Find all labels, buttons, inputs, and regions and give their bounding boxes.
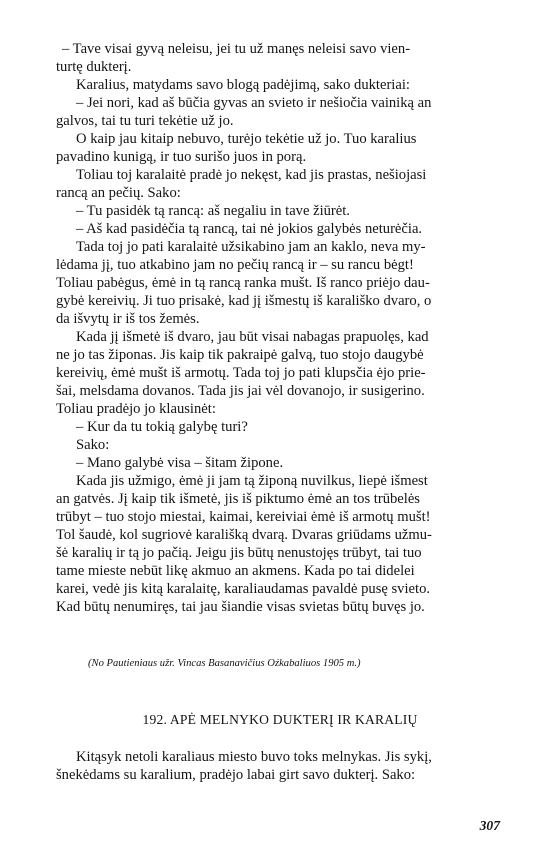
text-line: šai, melsdama dovanos. Tada jis jai vėl dovanojo, ir susigerino. (56, 383, 425, 399)
text-line: gybė kereivių. Ji tuo prisakė, kad jį išmestų iš karališko dvaro, o (56, 293, 432, 309)
text-line: da išvytų ir iš tos žemės. (56, 311, 200, 327)
text-line: Kitąsyk netoli karaliaus miesto buvo toks melnykas. Jis sykį, (76, 749, 432, 765)
text-line: – Jei nori, kad aš būčia gyvas an svieto ir nešiočia vainiką an (76, 95, 432, 111)
text-line: – Tave visai gyvą neleisu, jei tu už manęs neleisi savo vien- (62, 41, 411, 57)
text-line: ne jo tas žiponas. Jis kaip tik pakraipė galvą, tuo stojo daugybė (56, 347, 424, 363)
text-line: Toliau toj karalaitė pradė jo nekęst, kad jis prastas, nešiojasi (76, 167, 427, 183)
text-line: – Kur da tu tokią galybę turi? (76, 419, 248, 435)
page-number: 307 (479, 818, 500, 833)
text-line: Toliau pradėjo jo klausinėt: (56, 401, 216, 417)
text-line: kereivių, ėmė mušt iš armotų. Tada toj jo pati klupsčia ėjo prie- (56, 365, 426, 381)
text-line: Sako: (76, 437, 110, 453)
text-line: Tada toj jo pati karalaitė užsikabino jam an kaklo, neva my- (76, 239, 426, 255)
text-line: turtę dukterį. (56, 59, 132, 75)
text-line: Kad būtų nenumiręs, tai jau šiandie visas svietas būtų buvęs jo. (56, 599, 425, 615)
text-line: an gatvės. Jį kaip tik išmetė, jis iš piktumo ėmė an tos trūbelės (56, 491, 420, 507)
text-line: lėdama jį, tuo atkabino jam no pečių rancą ir – su rancu bėgt! (56, 257, 414, 273)
text-line: šė karalių ir tą jo pačią. Jeigu jis būtų nenustojęs trūbyt, tai tuo (56, 545, 422, 561)
text-line: rancą an pečių. Sako: (56, 185, 181, 201)
text-line: Kada jį išmetė iš dvaro, jau būt visai nabagas prapuolęs, kad (76, 329, 429, 345)
text-line: – Aš kad pasidėčia tą rancą, tai nė jokios galybės neturėčia. (76, 221, 423, 237)
text-line: O kaip jau kitaip nebuvo, turėjo tekėtie už jo. Tuo karalius (76, 131, 417, 147)
text-line: Karalius, matydams savo blogą padėjimą, sako dukteriai: (76, 77, 410, 93)
section-heading: 192. APĖ MELNYKO DUKTERĮ IR KARALIŲ (142, 712, 418, 727)
text-line: karei, vedė jis kitą karalaitę, karaliaudamas pavaldė pusę svieto. (56, 581, 431, 597)
text-line: – Mano galybė visa – šitam žipone. (76, 455, 284, 471)
text-line: – Tu pasidėk tą rancą: aš negaliu in tave žiūrėt. (76, 203, 350, 219)
text-line: pavadino kunigą, ir tuo surišo juos in porą. (56, 149, 307, 165)
text-line: Toliau pabėgus, ėmė in tą rancą ranka mušt. Iš ranco priėjo dau- (56, 275, 430, 291)
text-line: trūbyt – tuo stojo miestai, kaimai, kereiviai ėmė iš armotų mušt! (56, 509, 431, 525)
text-line: galvos, tai tu turi tekėtie už jo. (56, 113, 234, 129)
text-line: šnekėdams su karalium, pradėjo labai girt savo dukterį. Sako: (56, 767, 416, 783)
text-line: Kada jis užmigo, ėmė ji jam tą žiponą nuvilkus, liepė išmest (76, 473, 428, 489)
source-note: (No Pautieniaus užr. Vincas Basanavičius Oźkabaliuos 1905 m.) (88, 658, 361, 669)
text-line: Tol šaudė, kol sugriovė karališką dvarą. Dvaras griūdams užmu- (56, 527, 432, 543)
text-line: tame mieste nebūt likę akmuo an akmens. Kada po tai didelei (56, 563, 415, 579)
